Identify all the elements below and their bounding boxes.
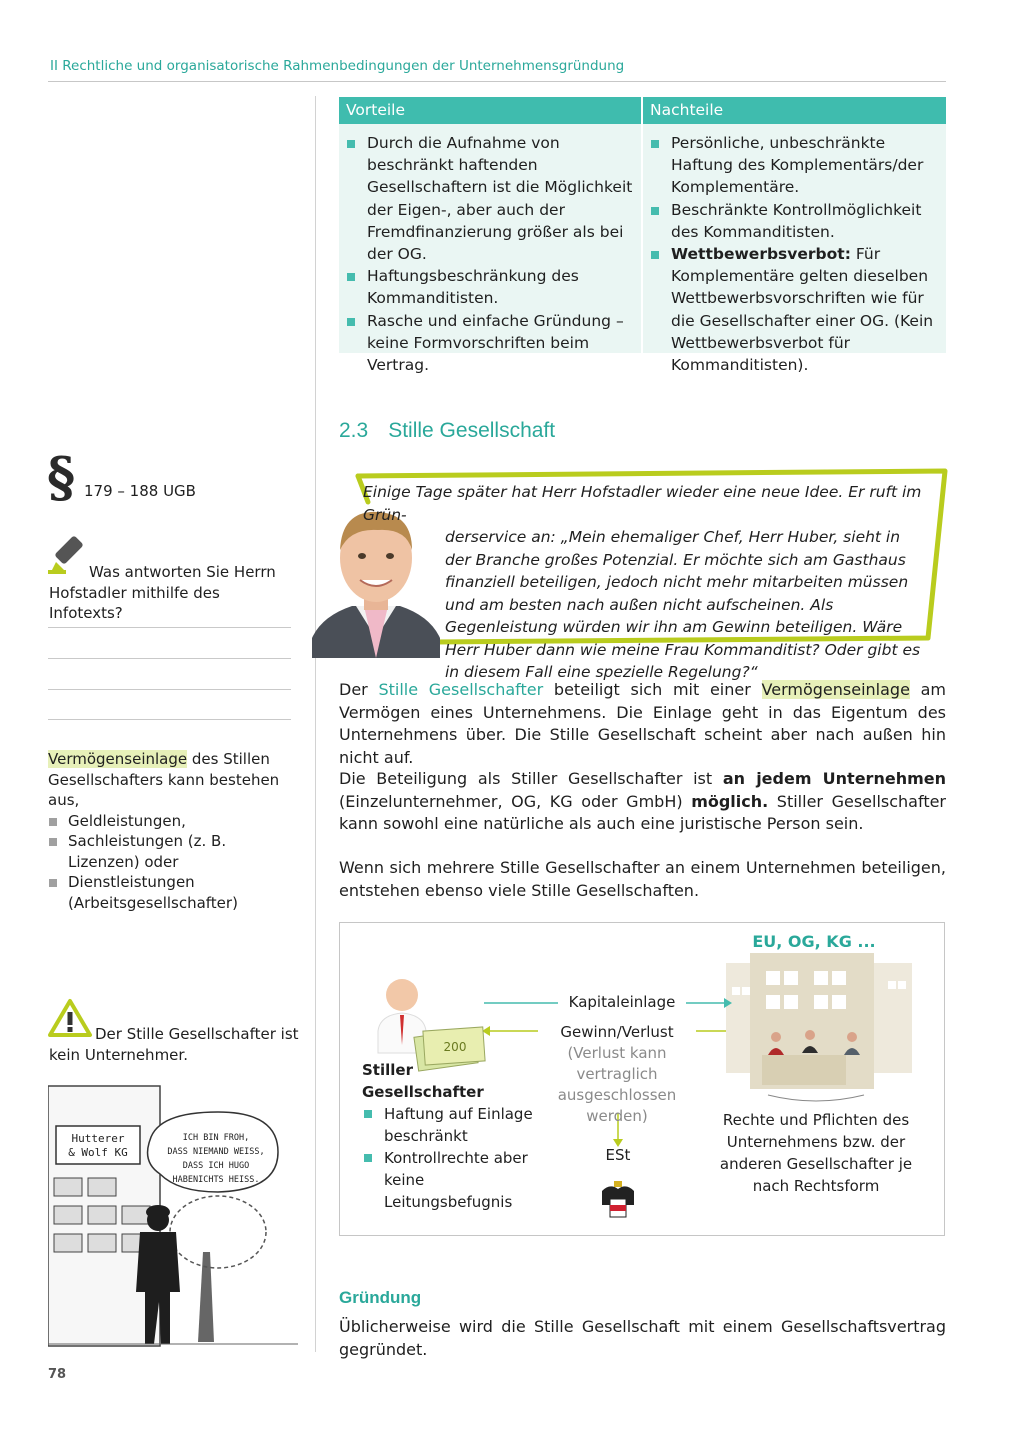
svg-text:& Wolf KG: & Wolf KG	[68, 1146, 128, 1159]
verlust-note: (Verlust kann vertraglich ausgeschlossen werden)	[557, 1044, 677, 1125]
vorteil-item: Durch die Aufnahme von beschränkt haftenden Gesellschaftern ist die Möglichkeit der Eigen-, aber auch der Fremdfinanzierung größer als bei der OG.	[339, 132, 641, 265]
kapitaleinlage-label: Kapitaleinlage	[568, 993, 676, 1011]
nachteil-item: Beschränkte Kontrollmöglichkeit des Kommanditisten.	[643, 199, 946, 243]
story-line-rest: derservice an: „Mein ehemaliger Chef, Herr Huber, sieht in der Branche großes Potenzial. Er möchte sich am Gasthaus finanziell beteiligen, jedoch nicht mehr mitarbeiten müssen und am besten nach außen nicht aufscheinen. Als Gegenleistung würden wir ihn am Gewinn beteiligen. Wäre Herr Huber dann wie meine Frau Kommanditist? Oder gibt es in diesem Fall eine spezielle Regelung?“	[445, 528, 921, 681]
paragraph-mehrere: Wenn sich mehrere Stille Gesellschafter an einem Unternehmen beteiligen, entstehen ebenso viele Stille Gesellschaften.	[339, 858, 946, 900]
cartoon-illustration	[48, 1082, 298, 1348]
note-text: des Stillen Gesellschafters kann bestehen aus,	[48, 750, 280, 809]
pros-cons-table	[339, 97, 946, 375]
text-run: (Einzelunternehmer, OG, KG oder GmbH)	[339, 791, 692, 811]
person-icon	[386, 979, 418, 1011]
note-intro	[48, 749, 296, 811]
vermoegenseinlage-note	[48, 749, 296, 913]
bold-term: möglich.	[691, 791, 769, 811]
nachteile-cell	[643, 124, 946, 375]
company-types-label: EU, OG, KG ...	[752, 932, 876, 951]
note-item: Geldleistungen,	[48, 811, 296, 832]
question-label: Was antworten Sie Herrn Hofstadler mithilfe des Infotexts?	[49, 563, 276, 622]
warning-label: Der Stille Gesellschafter ist kein Unternehmer.	[49, 1025, 299, 1064]
vorteil-item: Rasche und einfache Gründung – keine Formvorschriften beim Vertrag.	[339, 310, 641, 377]
nachteil-item: Persönliche, unbeschränkte Haftung des Komplementärs/der Komplementäre.	[643, 132, 946, 199]
writing-line[interactable]	[48, 658, 291, 659]
paragraph-sign-icon: §	[47, 445, 76, 509]
table-header-nachteile: Nachteile	[643, 97, 946, 124]
nachteil-text: Für Komplementäre gelten dieselben Wettbewerbsvorschriften wie für die Gesellschafter einer OG. (Kein Wettbewerbsverbot für Kommanditisten).	[671, 245, 934, 375]
text-run: Stiller Gesellschafter kann sowohl eine natürliche als auch eine juristische Person sein.	[339, 791, 947, 833]
section-number: 2.3	[339, 419, 369, 442]
svg-text:HABENICHTS HEISS.: HABENICHTS HEISS.	[172, 1175, 260, 1185]
page-number: 78	[48, 1367, 67, 1382]
svg-text:ICH BIN FROH,: ICH BIN FROH,	[182, 1133, 250, 1143]
money-value: 200	[443, 1040, 467, 1054]
section-title-text: Stille Gesellschaft	[388, 419, 556, 442]
est-label: ESt	[605, 1146, 631, 1164]
table-header-vorteile: Vorteile	[339, 97, 641, 124]
text-run: Der	[339, 680, 379, 699]
stiller-properties-list	[364, 1103, 550, 1213]
svg-text:Hutterer: Hutterer	[71, 1132, 125, 1145]
paragraph-definition	[339, 679, 946, 769]
svg-text:DASS NIEMAND WEISS,: DASS NIEMAND WEISS,	[167, 1147, 265, 1157]
paragraph-beteiligung	[339, 768, 946, 836]
running-header: II Rechtliche und organisatorische Rahmenbedingungen der Unternehmensgründung	[50, 58, 625, 74]
note-term: Vermögenseinlage	[48, 750, 188, 768]
column-divider	[315, 96, 316, 1352]
writing-line[interactable]	[48, 627, 291, 628]
gruendung-text: Üblicherweise wird die Stille Gesellschaft mit einem Gesellschaftsvertrag gegründet.	[339, 1317, 946, 1359]
note-item: Dienstleistungen (Arbeitsgesellschafter)	[48, 872, 296, 913]
bold-term: an jedem Unternehmen	[722, 769, 946, 788]
note-item: Sachleistungen (z. B. Lizenzen) oder	[48, 831, 296, 872]
nachteil-item	[643, 243, 946, 376]
term-vermoegenseinlage: Vermögenseinlage	[761, 680, 910, 699]
text-run: am Vermögen eines Unternehmens. Die Einlage geht in das Eigentum des Unternehmens über. Die Stille Gesellschaft scheint aber nach außen hin nicht auf.	[339, 680, 947, 767]
nachteil-bold-term: Wettbewerbsverbot:	[671, 245, 851, 264]
svg-text:DASS ICH HUGO: DASS ICH HUGO	[182, 1161, 250, 1171]
gewinn-verlust-label: Gewinn/Verlust	[560, 1023, 674, 1041]
question-text	[49, 562, 294, 624]
section-title	[339, 419, 555, 443]
story-line-first: Einige Tage später hat Herr Hofstadler wieder eine neue Idee. Er ruft im Grün-	[363, 483, 922, 524]
text-run: beteiligt sich mit einer	[543, 680, 762, 699]
property-item: Haftung auf Einlage beschränkt	[364, 1103, 550, 1147]
story-text	[363, 481, 928, 684]
vorteile-cell	[339, 124, 641, 375]
company-description: Rechte und Pflichten des Unternehmens bzw. der anderen Gesellschafter je nach Rechtsform	[719, 1111, 913, 1195]
gruendung-heading: Gründung	[339, 1288, 422, 1307]
stille-gesellschaft-diagram	[339, 922, 945, 1236]
stiller-gesellschafter-label: Stiller Gesellschafter	[362, 1061, 484, 1101]
text-run: Die Beteiligung als Stiller Gesellschafter ist	[339, 769, 723, 788]
property-item: Kontrollrechte aber keine Leitungsbefugnis	[364, 1147, 550, 1213]
warning-text	[49, 1024, 299, 1065]
vorteil-item: Haftungsbeschränkung des Kommanditisten.	[339, 265, 641, 309]
term-stiller-gesellschafter: Stille Gesellschafter	[378, 680, 544, 699]
building-right-wing	[870, 963, 912, 1073]
law-reference: 179 – 188 UGB	[84, 482, 196, 500]
writing-line[interactable]	[48, 719, 291, 720]
writing-line[interactable]	[48, 689, 291, 690]
header-rule	[48, 81, 946, 82]
